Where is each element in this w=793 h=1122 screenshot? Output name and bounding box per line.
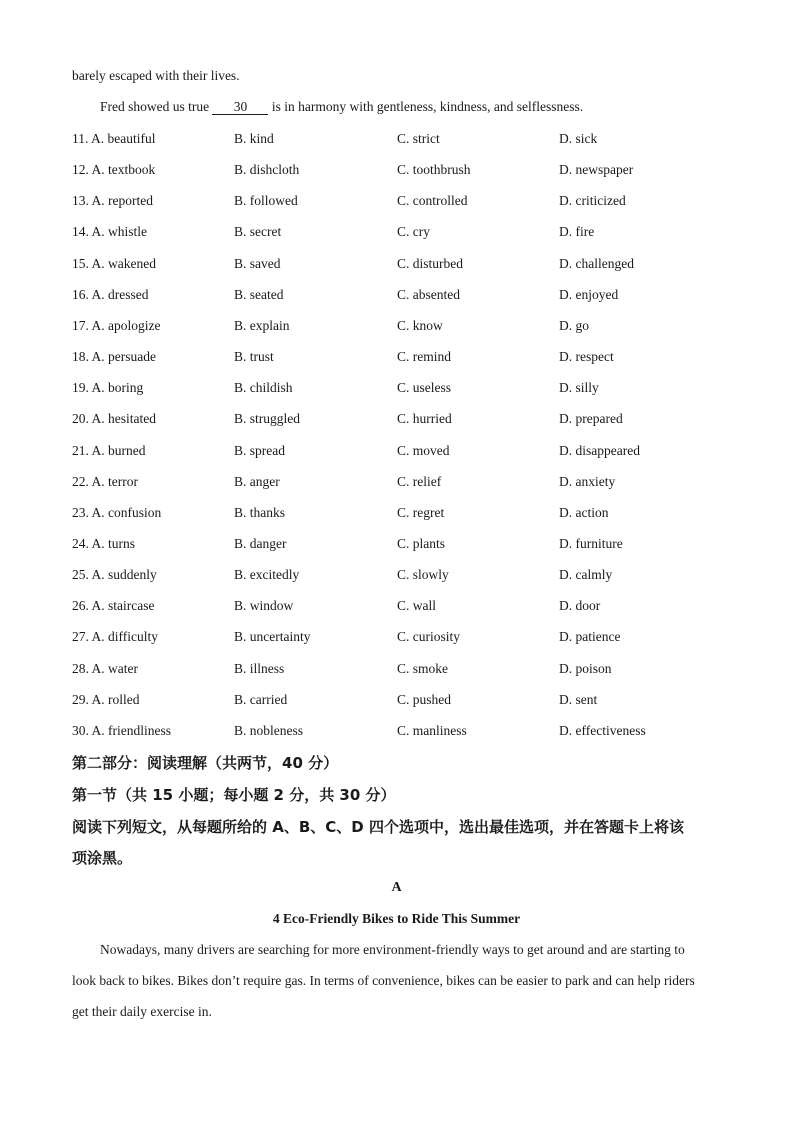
option-row bbox=[72, 411, 732, 429]
option-c: C. relief bbox=[397, 473, 442, 489]
option-b: B. uncertainty bbox=[234, 629, 311, 645]
option-a: 24. A. turns bbox=[72, 535, 136, 551]
subsection-title: 第一节（共 15 小题；每小题 2 分，共 30 分） bbox=[72, 786, 396, 804]
option-row bbox=[72, 349, 732, 367]
option-d: D. sick bbox=[559, 131, 598, 146]
option-row bbox=[72, 567, 732, 585]
option-b: B. trust bbox=[234, 349, 274, 365]
passage-tail-line-2-post: is in harmony with gentleness, kindness, and selflessness. bbox=[268, 99, 584, 114]
passage-title: 4 Eco-Friendly Bikes to Ride This Summer bbox=[272, 911, 521, 926]
option-a: 19. A. boring bbox=[72, 380, 144, 396]
option-c: C. manliness bbox=[397, 722, 467, 738]
option-a: 13. A. reported bbox=[72, 193, 153, 209]
option-d: D. prepared bbox=[559, 411, 623, 427]
option-a: 16. A. dressed bbox=[72, 286, 149, 302]
option-c: C. hurried bbox=[397, 411, 452, 427]
option-d: D. go bbox=[559, 317, 589, 333]
option-a: 18. A. persuade bbox=[72, 349, 156, 365]
option-b: B. nobleness bbox=[234, 722, 303, 738]
option-a: 27. A. difficulty bbox=[72, 629, 158, 645]
passage-tail-line-1: barely escaped with their lives. bbox=[72, 68, 240, 83]
option-d: D. respect bbox=[559, 349, 614, 365]
option-c: C. regret bbox=[397, 504, 445, 520]
option-a: 11. A. beautiful bbox=[72, 131, 156, 146]
passage-letter: A bbox=[391, 880, 402, 895]
option-c: C. wall bbox=[397, 598, 436, 614]
option-d: D. sent bbox=[559, 691, 598, 707]
option-row bbox=[72, 318, 732, 336]
option-a: 22. A. terror bbox=[72, 473, 138, 489]
option-row bbox=[72, 131, 732, 149]
option-a: 15. A. wakened bbox=[72, 255, 156, 271]
option-b: B. kind bbox=[234, 131, 274, 146]
option-row bbox=[72, 692, 732, 710]
option-c: C. disturbed bbox=[397, 255, 463, 271]
option-b: B. struggled bbox=[234, 411, 300, 427]
option-c: C. strict bbox=[397, 131, 440, 146]
option-d: D. poison bbox=[559, 660, 612, 676]
option-b: B. childish bbox=[234, 380, 293, 396]
option-a: 29. A. rolled bbox=[72, 691, 140, 707]
option-row bbox=[72, 224, 732, 242]
option-row bbox=[72, 598, 732, 616]
option-c: C. pushed bbox=[397, 691, 451, 707]
option-b: B. excitedly bbox=[234, 567, 300, 583]
part-title: 第二部分：阅读理解（共两节，40 分） bbox=[72, 754, 339, 772]
option-b: B. saved bbox=[234, 255, 281, 271]
option-c: C. controlled bbox=[397, 193, 468, 209]
passage-line-3: get their daily exercise in. bbox=[72, 1004, 212, 1019]
option-d: D. action bbox=[559, 504, 609, 520]
option-d: D. calmly bbox=[559, 567, 613, 583]
option-b: B. dishcloth bbox=[234, 162, 300, 178]
option-c: C. plants bbox=[397, 535, 446, 551]
option-c: C. cry bbox=[397, 224, 430, 240]
option-a: 30. A. friendliness bbox=[72, 722, 171, 738]
option-row bbox=[72, 287, 732, 305]
option-a: 26. A. staircase bbox=[72, 598, 155, 614]
option-a: 25. A. suddenly bbox=[72, 567, 157, 583]
option-row bbox=[72, 505, 732, 523]
option-d: D. fire bbox=[559, 224, 595, 240]
option-c: C. smoke bbox=[397, 660, 449, 676]
option-row bbox=[72, 474, 732, 492]
passage-line-2: look back to bikes. Bikes don’t require gas. In terms of convenience, bikes can be easier to park and can help riders bbox=[72, 973, 695, 988]
option-a: 12. A. textbook bbox=[72, 162, 156, 178]
blank-30: 30 bbox=[212, 100, 268, 115]
option-b: B. danger bbox=[234, 535, 287, 551]
option-d: D. door bbox=[559, 598, 601, 614]
option-row bbox=[72, 629, 732, 647]
option-c: C. toothbrush bbox=[397, 162, 471, 178]
option-d: D. effectiveness bbox=[559, 722, 646, 738]
option-c: C. curiosity bbox=[397, 629, 460, 645]
option-a: 23. A. confusion bbox=[72, 504, 162, 520]
option-row bbox=[72, 536, 732, 554]
option-row bbox=[72, 380, 732, 398]
option-b: B. thanks bbox=[234, 504, 286, 520]
option-c: C. remind bbox=[397, 349, 451, 365]
option-b: B. illness bbox=[234, 660, 285, 676]
option-d: D. silly bbox=[559, 380, 599, 396]
option-b: B. window bbox=[234, 598, 294, 614]
passage-line-1: Nowadays, many drivers are searching for more environment-friendly ways to get around and are starting to bbox=[100, 942, 685, 957]
option-row bbox=[72, 443, 732, 461]
option-d: D. patience bbox=[559, 629, 621, 645]
option-row bbox=[72, 661, 732, 679]
option-b: B. anger bbox=[234, 473, 280, 489]
option-a: 20. A. hesitated bbox=[72, 411, 156, 427]
option-d: D. anxiety bbox=[559, 473, 616, 489]
option-b: B. spread bbox=[234, 442, 285, 458]
option-b: B. seated bbox=[234, 286, 284, 302]
option-c: C. absented bbox=[397, 286, 460, 302]
option-d: D. newspaper bbox=[559, 162, 634, 178]
option-d: D. criticized bbox=[559, 193, 626, 209]
option-b: B. explain bbox=[234, 317, 290, 333]
option-row bbox=[72, 193, 732, 211]
option-c: C. slowly bbox=[397, 567, 449, 583]
option-c: C. useless bbox=[397, 380, 451, 396]
option-c: C. know bbox=[397, 317, 443, 333]
option-a: 14. A. whistle bbox=[72, 224, 148, 240]
instruction-line-2: 项涂黑。 bbox=[72, 849, 133, 867]
option-row bbox=[72, 723, 732, 741]
option-row bbox=[72, 162, 732, 180]
option-a: 21. A. burned bbox=[72, 442, 146, 458]
option-a: 17. A. apologize bbox=[72, 317, 161, 333]
option-d: D. furniture bbox=[559, 535, 623, 551]
option-a: 28. A. water bbox=[72, 660, 138, 676]
option-row bbox=[72, 256, 732, 274]
passage-tail-line-2-pre: Fred showed us true bbox=[100, 99, 213, 114]
option-b: B. secret bbox=[234, 224, 282, 240]
option-b: B. followed bbox=[234, 193, 298, 209]
passage-tail-line-2 bbox=[100, 99, 583, 115]
option-d: D. enjoyed bbox=[559, 286, 619, 302]
instruction-line-1: 阅读下列短文，从每题所给的 A、B、C、D 四个选项中，选出最佳选项，并在答题卡上将该 bbox=[72, 818, 684, 836]
option-d: D. challenged bbox=[559, 255, 634, 271]
option-d: D. disappeared bbox=[559, 442, 640, 458]
option-b: B. carried bbox=[234, 691, 288, 707]
option-c: C. moved bbox=[397, 442, 450, 458]
